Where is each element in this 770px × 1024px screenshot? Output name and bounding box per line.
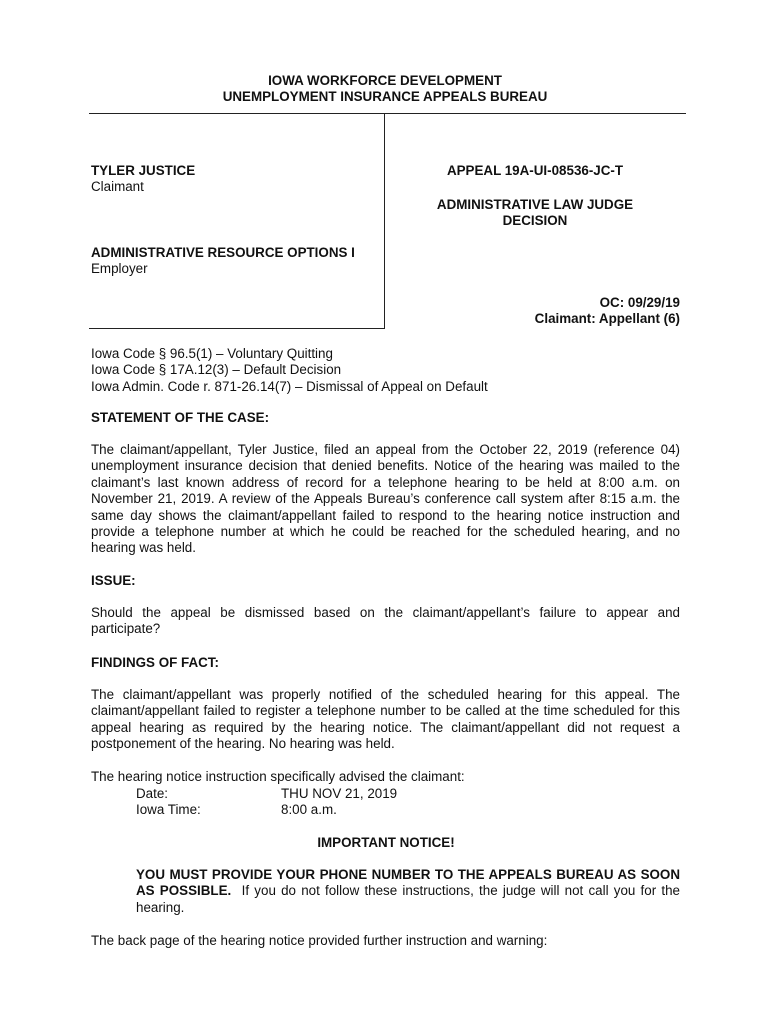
- claimant-role: Claimant: [91, 179, 144, 195]
- caption-bottom-rule: [89, 328, 385, 329]
- code-citation: Iowa Admin. Code r. 871-26.14(7) – Dismissal of Appeal on Default: [91, 378, 488, 394]
- caption-top-rule: [89, 113, 686, 114]
- hearing-time-value: 8:00 a.m.: [281, 802, 337, 817]
- hearing-time-row: [136, 802, 636, 818]
- caption-divider: [384, 113, 385, 328]
- case-status-block: [390, 295, 680, 328]
- findings-heading: FINDINGS OF FACT:: [91, 655, 219, 670]
- claimant-block: [91, 163, 381, 196]
- oc-date: OC: 09/29/19: [599, 295, 680, 310]
- code-citation: Iowa Code § 17A.12(3) – Default Decision: [91, 362, 342, 378]
- claimant-status: Claimant: Appellant (6): [534, 311, 680, 327]
- statement-text: The claimant/appellant, Tyler Justice, filed an appeal from the October 22, 2019 (reference 04) unemployment insurance decision that denied benefits. Notice of the hearing was mailed to the claimant’s last known address of record for a telephone hearing to be held at 8:00 a.m. on November 21, 2019. A review of the Appeals Bureau’s conference call system after 8:15 a.m. the same day shows the claimant/appellant failed to respond to the hearing notice instruction and provide a telephone number at which he could be reached for the scheduled hearing, and no hearing was held.: [91, 442, 680, 556]
- code-citations: [91, 346, 681, 395]
- issue-heading: ISSUE:: [91, 573, 136, 588]
- employer-name: ADMINISTRATIVE RESOURCE OPTIONS I: [91, 245, 355, 260]
- hearing-date-label: Date:: [136, 786, 169, 801]
- appeal-number: APPEAL 19A-UI-08536-JC-T: [446, 163, 624, 178]
- statement-heading: STATEMENT OF THE CASE:: [91, 410, 270, 425]
- hearing-date-row: [136, 786, 636, 802]
- notice-heading: IMPORTANT NOTICE!: [317, 835, 455, 850]
- hearing-date-value: THU NOV 21, 2019: [281, 786, 398, 801]
- employer-block: [91, 245, 383, 278]
- hearing-time-label: Iowa Time:: [136, 802, 201, 817]
- employer-role: Employer: [91, 261, 148, 277]
- bureau-name: UNEMPLOYMENT INSURANCE APPEALS BUREAU: [222, 89, 548, 105]
- closing-text: The back page of the hearing notice provided further instruction and warning:: [91, 933, 548, 948]
- agency-header: [0, 73, 770, 106]
- notice-plain-text: If you do not follow these instructions, the judge will not call you for the hearing.: [136, 883, 680, 915]
- notice-bold-text: YOU MUST PROVIDE YOUR PHONE NUMBER TO THE APPEALS BUREAU AS SOON AS POSSIBLE.: [136, 867, 680, 899]
- findings-text: The claimant/appellant was properly notified of the scheduled hearing for this appeal. The claimant/appellant failed to register a telephone number to be called at the time scheduled for this appeal hearing as required by the hearing notice. The claimant/appellant did not request a postponement of the hearing. No hearing was held.: [91, 687, 680, 752]
- decision-title: [390, 197, 680, 230]
- claimant-name: TYLER JUSTICE: [91, 163, 196, 178]
- instruction-intro: The hearing notice instruction specifically advised the claimant:: [91, 769, 465, 784]
- code-citation: Iowa Code § 96.5(1) – Voluntary Quitting: [91, 346, 333, 361]
- issue-text: Should the appeal be dismissed based on the claimant/appellant’s failure to appear and participate?: [91, 605, 680, 637]
- agency-name: IOWA WORKFORCE DEVELOPMENT: [268, 73, 502, 88]
- notice-text: [136, 867, 680, 916]
- decision-title-line2: DECISION: [502, 213, 568, 229]
- decision-title-line1: ADMINISTRATIVE LAW JUDGE: [436, 197, 634, 212]
